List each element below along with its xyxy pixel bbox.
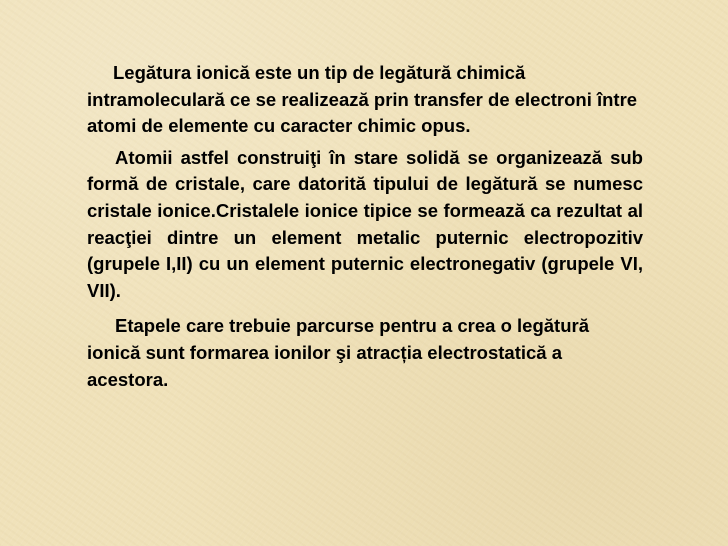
paragraph-bond-formation-steps: Etapele care trebuie parcurse pentru a crea o legătură ionică sunt formarea ionilor şi atracția electrostatică a acestora. (87, 315, 589, 390)
paragraph-ionic-bond-definition: Legătura ionică este un tip de legătură chimică intramoleculară ce se realizează prin transfer de electroni între atomi de elemente cu caracter chimic opus. (87, 62, 638, 137)
paragraph-ionic-crystals: Atomii astfel construiţi în stare solidă se organizează sub formă de cristale, care datorită tipului de legătură se numesc cristale ionice.Cristalele ionice tipice se formează ca rezultat al reacţiei dintre un element metalic puternic electropozitiv (grupele I,II) cu un element puternic electronegativ (grupele VI, VII). (87, 146, 643, 301)
slide-text-body (87, 60, 643, 393)
